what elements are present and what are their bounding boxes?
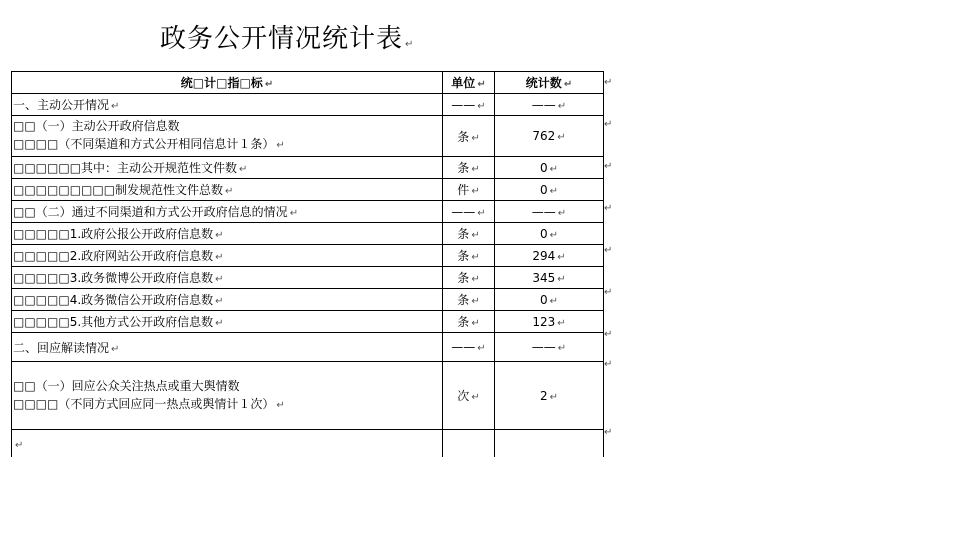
unit-cell: 次 ↵ <box>443 362 495 430</box>
unit-cell: 条 ↵ <box>443 267 495 289</box>
indicator-cell: □□（一）回应公众关注热点或重大舆情数 □□□□（不同方式回应同一热点或舆情计１次） ↵ <box>12 362 443 430</box>
value-cell: —— ↵ <box>495 201 604 223</box>
row-end-mark: ↵ <box>604 203 613 214</box>
table-row <box>12 245 604 267</box>
header-unit: 单位 ↵ <box>443 72 495 94</box>
value-cell: 2 ↵ <box>495 362 604 430</box>
value-cell: —— ↵ <box>495 333 604 362</box>
page-title: 政务公开情况统计表 ↵ <box>160 24 415 54</box>
unit-cell: 条 ↵ <box>443 116 495 157</box>
indicator-cell: □□□□□4.政务微信公开政府信息数 ↵ <box>12 289 443 311</box>
indicator-cell: □□□□□2.政府网站公开政府信息数 ↵ <box>12 245 443 267</box>
table-row <box>12 289 604 311</box>
row-end-mark: ↵ <box>604 161 613 172</box>
unit-cell <box>443 430 495 458</box>
indicator-cell: □□（二）通过不同渠道和方式公开政府信息的情况 ↵ <box>12 201 443 223</box>
row-end-mark: ↵ <box>604 329 613 340</box>
indicator-cell: □□□□□5.其他方式公开政府信息数 ↵ <box>12 311 443 333</box>
indicator-cell: 一、主动公开情况 ↵ <box>12 94 443 116</box>
unit-cell: 条 ↵ <box>443 311 495 333</box>
table-row <box>12 157 604 179</box>
value-cell: —— ↵ <box>495 94 604 116</box>
row-end-mark: ↵ <box>604 359 613 370</box>
value-cell <box>495 430 604 458</box>
value-cell: 294 ↵ <box>495 245 604 267</box>
table-row <box>12 223 604 245</box>
unit-cell: 条 ↵ <box>443 157 495 179</box>
unit-cell: —— ↵ <box>443 201 495 223</box>
table-row <box>12 94 604 116</box>
row-end-mark: ↵ <box>604 245 613 256</box>
row-end-mark: ↵ <box>604 427 613 438</box>
unit-cell: 条 ↵ <box>443 223 495 245</box>
table-row-empty <box>12 430 604 458</box>
table-header-row <box>12 72 604 94</box>
value-cell: 762 ↵ <box>495 116 604 157</box>
unit-cell: 件 ↵ <box>443 179 495 201</box>
indicator-cell: □□□□□□其中：主动公开规范性文件数 ↵ <box>12 157 443 179</box>
row-end-mark: ↵ <box>604 77 613 88</box>
unit-cell: —— ↵ <box>443 333 495 362</box>
value-cell: 0 ↵ <box>495 289 604 311</box>
indicator-cell: □□（一）主动公开政府信息数 □□□□（不同渠道和方式公开相同信息计１条） ↵ <box>12 116 443 157</box>
value-cell: 345 ↵ <box>495 267 604 289</box>
row-end-mark: ↵ <box>604 287 613 298</box>
indicator-cell: □□□□□□□□□制发规范性文件总数 ↵ <box>12 179 443 201</box>
table-row <box>12 362 604 430</box>
row-end-mark: ↵ <box>604 119 613 130</box>
table-row <box>12 179 604 201</box>
statistics-table <box>11 71 604 457</box>
unit-cell: —— ↵ <box>443 94 495 116</box>
indicator-cell: □□□□□3.政务微博公开政府信息数 ↵ <box>12 267 443 289</box>
table-row <box>12 333 604 362</box>
indicator-cell: 二、回应解读情况 ↵ <box>12 333 443 362</box>
value-cell: 0 ↵ <box>495 179 604 201</box>
table-row <box>12 267 604 289</box>
value-cell: 0 ↵ <box>495 223 604 245</box>
value-cell: 0 ↵ <box>495 157 604 179</box>
indicator-cell: □□□□□1.政府公报公开政府信息数 ↵ <box>12 223 443 245</box>
header-indicator: 统□计□指□标 ↵ <box>12 72 443 94</box>
table-row <box>12 311 604 333</box>
value-cell: 123 ↵ <box>495 311 604 333</box>
unit-cell: 条 ↵ <box>443 245 495 267</box>
indicator-cell: ↵ <box>12 430 443 458</box>
unit-cell: 条 ↵ <box>443 289 495 311</box>
header-value: 统计数 ↵ <box>495 72 604 94</box>
table-row <box>12 201 604 223</box>
table-row <box>12 116 604 157</box>
